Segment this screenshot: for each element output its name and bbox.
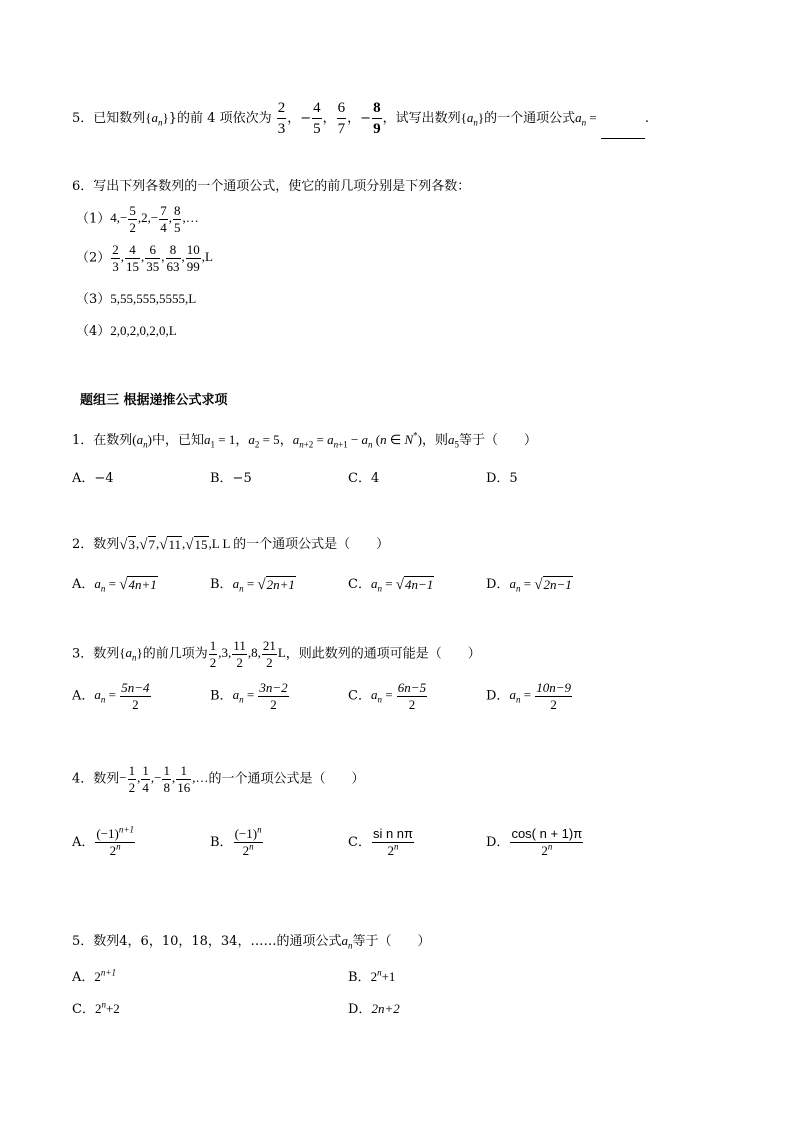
problem-3: 3．数列$\{a_n\}$的前几项为 $\frac{1}{2}$ ,3, $\frac{11}{2}$ ,8, $\frac{21}{2}$ L，则此数列的通项可能是（ ） bbox=[72, 638, 481, 670]
option-d[interactable]: D．5 bbox=[486, 471, 518, 486]
option-a[interactable]: A． $\frac{(-1)^{n+1}}{2^n}$ bbox=[72, 824, 134, 858]
fraction: $\frac{2}{3}$ bbox=[277, 100, 286, 137]
problem-5: 5．数列4，6，10，18，34，……的通项公式$a_n$等于（ ） bbox=[72, 933, 431, 951]
problem-4: 4．数列− $\frac{1}{2}$ , $\frac{1}{4}$ ,− $\frac{1}{8}$ , $\frac{1}{16}$ ,…的一个通项公式是（ ） bbox=[72, 763, 365, 795]
option-a[interactable]: A．$a_n = √4n+1$ bbox=[72, 576, 157, 594]
option-c[interactable]: C． $\frac{\text{si n nπ}}{2^n}$ bbox=[348, 826, 413, 858]
option-b[interactable]: B．$a_n$ = $\frac{3n-2}{2}$ bbox=[210, 680, 288, 712]
section-title: 题组三 根据递推公式求项 bbox=[80, 393, 228, 408]
option-d[interactable]: D．$a_n$ = $\frac{10n-9}{2}$ bbox=[486, 680, 572, 712]
option-c[interactable]: C．4 bbox=[348, 471, 380, 486]
fraction: $\frac{4}{5}$ bbox=[313, 100, 321, 137]
option-a[interactable]: A．$2^{n+1}$ bbox=[72, 967, 116, 985]
fraction: $\frac{6}{7}$ bbox=[337, 100, 346, 137]
option-c[interactable]: C．$2^n+2$ bbox=[72, 999, 120, 1017]
option-a[interactable]: A．$a_n$ = $\frac{5n-4}{2}$ bbox=[72, 680, 150, 712]
option-b[interactable]: B．−5 bbox=[210, 471, 252, 486]
question-5: 5．已知数列$\{a_n\}$}的前 4 项依次为 $\frac{2}{3}$ ，− $\frac{4}{5}$ ， $\frac{6}{7}$ ，− $\frac{8}{9}$ ，试写出数列$\{a_n\}$的一个通项公式$a_n$ = . bbox=[72, 100, 649, 137]
question-6-title: 6．写出下列各数列的一个通项公式，使它的前几项分别是下列各数： bbox=[72, 179, 471, 194]
question-6-item-2: （2） $\frac{2}{3}$ , $\frac{4}{15}$ , $\frac{6}{35}$ , $\frac{8}{63}$ , $\frac{10}{99}$ ,L bbox=[76, 242, 213, 274]
question-6-item-3: （3）5,55,555,5555,L bbox=[76, 291, 197, 307]
option-c[interactable]: C．$a_n = √4n-1$ bbox=[348, 576, 434, 594]
question-6-item-1: （1）4,− $\frac{5}{2}$ ,2,− $\frac{7}{4}$ , $\frac{8}{5}$ ,… bbox=[76, 203, 199, 235]
option-d[interactable]: D． $\frac{\cos( n + 1)\pi}{2^n}$ bbox=[486, 826, 583, 858]
option-b[interactable]: B． $\frac{(-1)^n}{2^n}$ bbox=[210, 824, 262, 858]
option-b[interactable]: B．$2^n+1$ bbox=[348, 967, 396, 985]
option-d[interactable]: D．2n+2 bbox=[348, 1001, 400, 1017]
question-6-item-4: （4）2,0,2,0,2,0,L bbox=[76, 323, 177, 339]
option-b[interactable]: B．$a_n = √2n+1$ bbox=[210, 576, 295, 594]
fraction: $\frac{8}{9}$ bbox=[373, 100, 381, 137]
problem-1: 1．在数列$(a_n)$中，已知$a_1 = 1$，$a_2 = 5$，$a_{n+2} = a_{n+1} - a_n$ (n ∈ N*)，则$a_5$等于（ ） bbox=[72, 430, 538, 450]
option-c[interactable]: C．$a_n$ = $\frac{6n-5}{2}$ bbox=[348, 680, 427, 712]
option-a[interactable]: A．−4 bbox=[72, 471, 114, 486]
option-d[interactable]: D．$a_n = √2n-1$ bbox=[486, 576, 572, 594]
problem-2: 2．数列√3,√7,√11,√15,L L 的一个通项公式是（ ） bbox=[72, 536, 390, 553]
answer-blank[interactable] bbox=[601, 124, 645, 139]
